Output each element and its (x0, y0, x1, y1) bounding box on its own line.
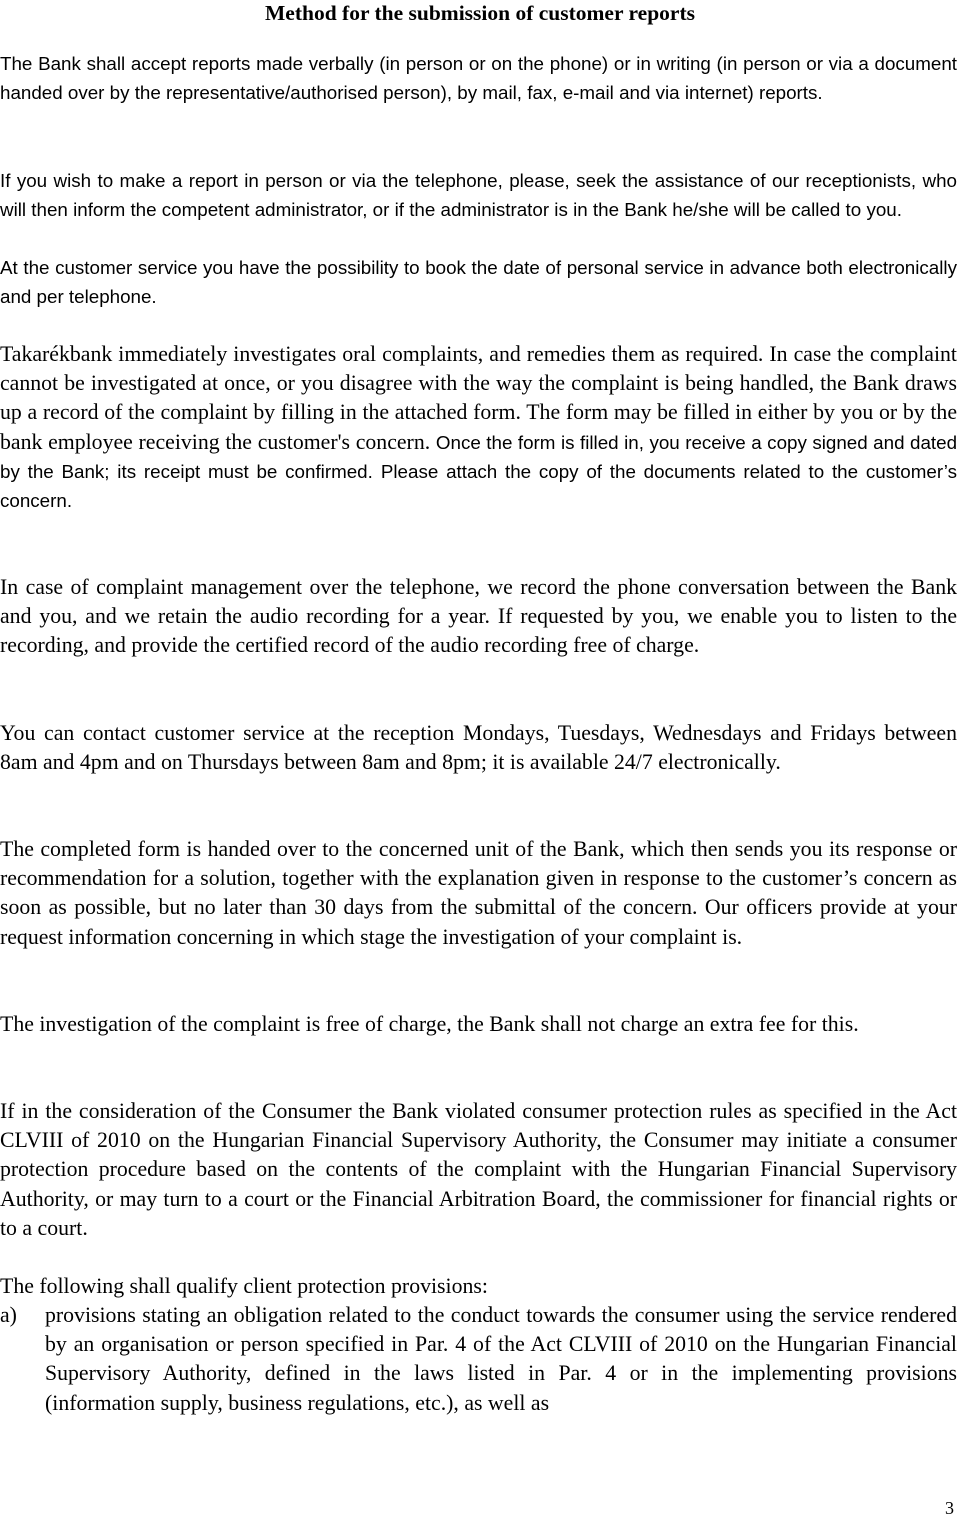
paragraph-consumer-protection: If in the consideration of the Consumer the Bank violated consumer protection rules as specified in the Act CLVIII of 2010 on the Hungarian Financial Supervisory Authority, the Consumer may initiate a consumer protection procedure based on the contents of the complaint with the Hungarian Financial Supervisory Authority, or may turn to a court or the Financial Arbitration Board, the commissioner for financial rights or to a court. (0, 1099, 957, 1240)
paragraph-response-deadline (0, 835, 957, 952)
paragraph-booking: At the customer service you have the possibility to book the date of personal service in advance both electronically and per telephone. (0, 257, 957, 308)
oral-complaints-text: Takarékbank immediately investigates oral complaints, and remedies them as required. In case the complaint cannot be investigated at once, or you disagree with the way the complaint is being handled, the Bank draws up a record of the complaint by filling in the attached form. The form may be filled in either by you or by the bank employee receiving the customer's concern. (0, 342, 957, 454)
telephone-recording-text: In case of complaint management over the telephone, we record the phone conversation between the Bank and you, and we retain the audio recording for a year. (0, 575, 957, 629)
response-deadline-text: The completed form is handed over to the concerned unit of the Bank, which then sends you its response or recommendation for a solution, together with the explanation given in response to the customer’s concern as soon as possible, but no later than 30 days from the submittal of the concern. (0, 837, 957, 920)
paragraph-oral-complaints (0, 340, 957, 515)
paragraph-free-of-charge: The investigation of the complaint is free of charge, the Bank shall not charge an extra fee for this. (0, 1012, 859, 1036)
list-marker: a) (0, 1303, 17, 1327)
form-copy-text: Once the form is filled in, you receive a copy signed and dated by the Bank; its receipt must be confirmed. (0, 431, 958, 482)
list-item-text: provisions stating an obligation related to the conduct towards the consumer using the service rendered by an organisation or person specified in Par. 4 of the Act CLVIII of 2010 on the Hungarian Financial Supervisory Authority, defined in the laws listed in Par. 4 or in the implementing provisions (information supply, business regulations, etc.), as well as (45, 1303, 957, 1415)
paragraph-provisions-intro: The following shall qualify client protection provisions: (0, 1274, 488, 1298)
page-number: 3 (945, 1498, 954, 1518)
document-title: Method for the submission of customer reports (265, 1, 695, 25)
recording-access-text: If requested by you, we enable you to listen to the recording, and provide the certified record of the audio recording free of charge. (0, 604, 958, 658)
investigation-stage-text: Our officers provide at your request information concerning in which stage the investigation of your complaint is. (0, 895, 957, 949)
paragraph-in-person-report: If you wish to make a report in person or via the telephone, please, seek the assistance of our receptionists, who will then inform the competent administrator, or if the administrator is in the Bank he/she will be called to you. (0, 170, 957, 221)
list-item-a (0, 1301, 957, 1451)
paragraph-report-channels: The Bank shall accept reports made verbally (in person or on the phone) or in writing (in person or via a document handed over by the representative/authorised person), by mail, fax, e-mail and via internet) reports. (0, 53, 957, 104)
paragraph-opening-hours: You can contact customer service at the reception Mondays, Tuesdays, Wednesdays and Fridays between 8am and 4pm and on Thursdays between 8am and 8pm; it is available 24/7 electronically. (0, 721, 957, 775)
attach-documents-text: Please attach the copy of the documents related to the customer’s concern. (0, 460, 958, 512)
paragraph-telephone-complaints (0, 573, 957, 661)
